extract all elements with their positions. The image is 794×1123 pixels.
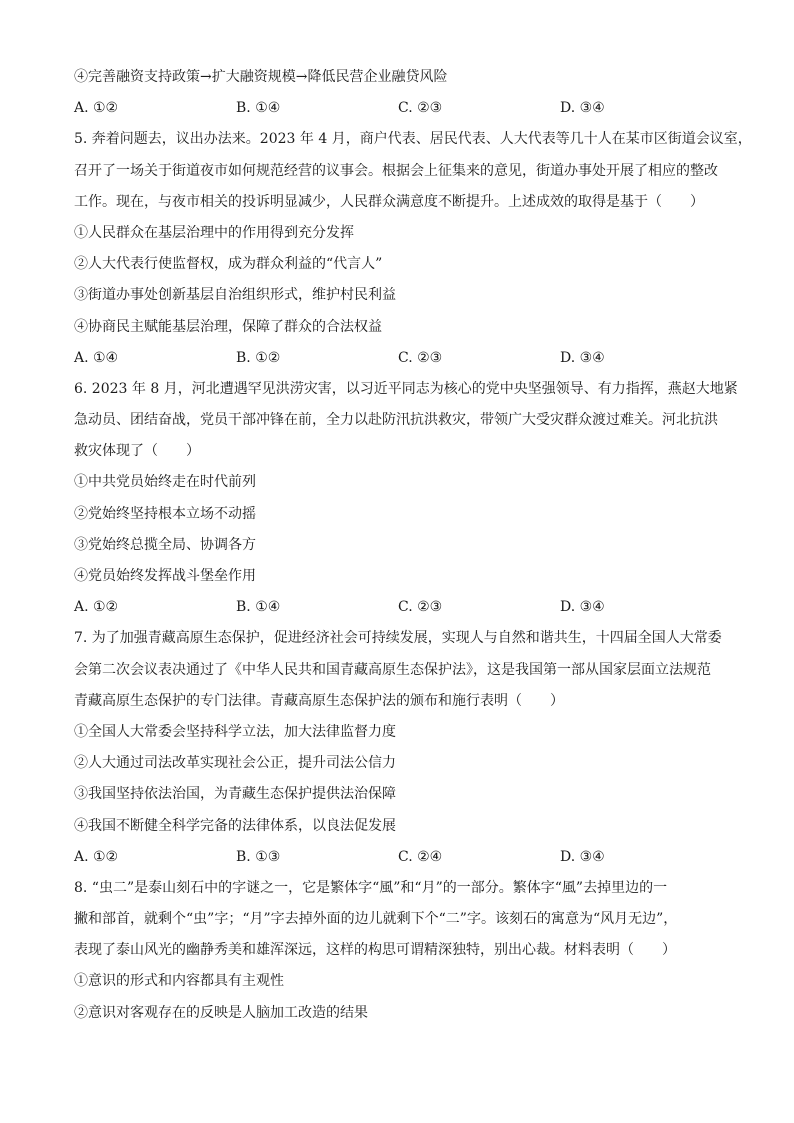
q4-option-a: A. ①②: [74, 100, 119, 117]
q6-stem-line-3: 救灾体现了（ ）: [74, 443, 200, 460]
q5-item-2: ②人大代表行使监督权，成为群众利益的“代言人”: [74, 256, 383, 273]
exam-page: [74, 62, 752, 1029]
q6-stem-line-1: 6. 2023 年 8 月，河北遭遇罕见洪涝灾害，以习近平同志为核心的党中央坚强领导、有力指挥，燕赵大地紧: [74, 380, 738, 397]
q6-option-c: C. ②③: [398, 599, 443, 616]
q6-option-b: B. ①④: [236, 599, 281, 616]
q5-item-3: ③街道办事处创新基层自治组织形式，维护村民利益: [74, 287, 396, 304]
q7-option-d: D. ③④: [560, 848, 605, 865]
q5-option-a: A. ①④: [74, 349, 119, 366]
q8-stem-line-2: 撇和部首，就剩个“虫”字；“月”字去掉外面的边儿就剩下个“二”字。该刻石的寓意为“风月无边”，: [74, 911, 678, 928]
q7-item-2: ②人大通过司法改革实现社会公正，提升司法公信力: [74, 755, 396, 772]
q5-stem-line-3: 工作。现在，与夜市相关的投诉明显减少，人民群众满意度不断提升。上述成效的取得是基于（ ）: [74, 193, 704, 210]
q7-option-a: A. ①②: [74, 848, 119, 865]
q8-stem-line-3: 表现了泰山风光的幽静秀美和雄浑深远，这样的构思可谓精深独特，别出心裁。材料表明（ ）: [74, 942, 676, 959]
q5-options: [74, 343, 724, 374]
q6-item-1: ①中共党员始终走在时代前列: [74, 474, 256, 491]
q4-option-b: B. ①④: [236, 100, 281, 117]
q5-option-b: B. ①②: [236, 349, 281, 366]
q7-item-3: ③我国坚持依法治国，为青藏生态保护提供法治保障: [74, 786, 396, 803]
q5-option-d: D. ③④: [560, 349, 605, 366]
q7-item-1: ①全国人大常委会坚持科学立法，加大法律监督力度: [74, 723, 396, 740]
q4-option-d: D. ③④: [560, 100, 605, 117]
q5-item-4: ④协商民主赋能基层治理，保障了群众的合法权益: [74, 318, 382, 335]
q6-option-a: A. ①②: [74, 599, 119, 616]
q6-item-4: ④党员始终发挥战斗堡垒作用: [74, 568, 256, 584]
q6-item-2: ②党始终坚持根本立场不动摇: [74, 505, 256, 522]
q4-options: [74, 93, 724, 124]
q8-item-2: ②意识对客观存在的反映是人脑加工改造的结果: [74, 1004, 368, 1021]
q7-stem-line-2: 会第二次会议表决通过了《中华人民共和国青藏高原生态保护法》，这是我国第一部从国家层面立法规范: [74, 661, 711, 678]
q6-options: [74, 592, 724, 623]
q7-stem-line-3: 青藏高原生态保护的专门法律。青藏高原生态保护法的颁布和施行表明（ ）: [74, 692, 564, 709]
q5-item-1: ①人民群众在基层治理中的作用得到充分发挥: [74, 224, 354, 241]
q8-stem-line-1: 8. “虫二”是泰山刻石中的字谜之一，它是繁体字“風”和“月”的一部分。繁体字“風”去掉里边的一: [74, 879, 668, 896]
q6-item-3: ③党始终总揽全局、协调各方: [74, 536, 256, 553]
q7-stem-line-1: 7. 为了加强青藏高原生态保护，促进经济社会可持续发展，实现人与自然和谐共生，十四届全国人大常委: [74, 630, 722, 647]
q5-stem-line-2: 召开了一场关于街道夜市如何规范经营的议事会。根据会上征集来的意见，街道办事处开展了相应的整改: [74, 162, 718, 179]
q7-option-b: B. ①③: [236, 848, 281, 865]
q7-option-c: C. ②④: [398, 848, 443, 865]
q4-option-c: C. ②③: [398, 100, 443, 117]
q6-stem-line-2: 急动员、团结奋战，党员干部冲锋在前，全力以赴防汛抗洪救灾，带领广大受灾群众渡过难关。河北抗洪: [74, 412, 718, 429]
q6-option-d: D. ③④: [560, 599, 605, 616]
q4-item-4: ④完善融资支持政策→扩大融资规模→降低民营企业融贷风险: [74, 69, 448, 85]
q7-item-4: ④我国不断健全科学完备的法律体系，以良法促发展: [74, 817, 396, 834]
q5-stem-line-1: 5. 奔着问题去，议出办法来。2023 年 4 月，商户代表、居民代表、人大代表等几十人在某市区街道会议室，: [74, 131, 752, 148]
q8-item-1: ①意识的形式和内容都具有主观性: [74, 973, 284, 990]
q7-options: [74, 842, 724, 873]
q5-option-c: C. ②③: [398, 349, 443, 366]
